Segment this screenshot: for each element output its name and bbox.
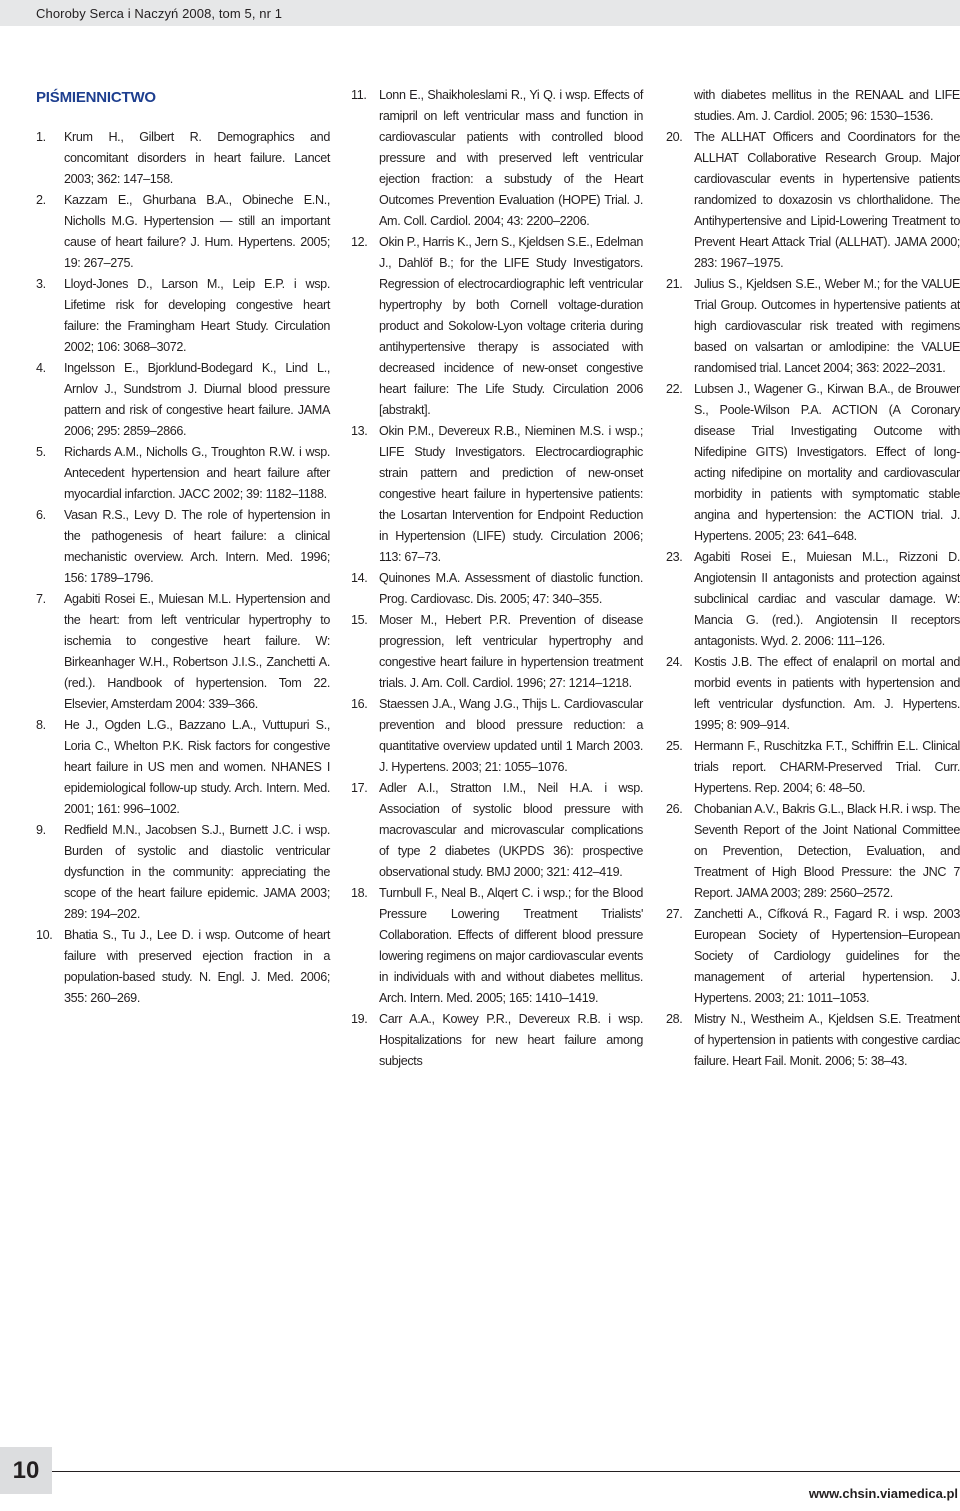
reference-item xyxy=(36,820,330,925)
journal-header: Choroby Serca i Naczyń 2008, tom 5, nr 1 xyxy=(36,6,283,21)
reference-number: 3. xyxy=(36,277,46,291)
section-title: PIŚMIENNICTWO xyxy=(36,89,156,106)
reference-item xyxy=(36,190,330,274)
reference-text: Okin P.M., Devereux R.B., Nieminen M.S. i wsp.; LIFE Study Investigators. Electrocardiographic strain pattern and prediction of new-onset congestive heart failure in hypertensive patients: the Losartan Intervention for Endpoint Reduction in Hypertension (LIFE) study. Circulation 2006; 113: 67–73. xyxy=(379,424,643,564)
reference-number: 19. xyxy=(351,1012,368,1026)
reference-text: Zanchetti A., Cífková R., Fagard R. i wsp. 2003 European Society of Hypertension–European Society of Cardiology guidelines for the management of arterial hypertension. J. Hypertens. 2003; 21: 1011–1053. xyxy=(694,907,960,1005)
reference-text: Okin P., Harris K., Jern S., Kjeldsen S.E., Edelman J., Dahlöf B.; for the LIFE Study Investigators. Regression of electrocardiographic left ventricular hypertrophy by both Cornell voltage-duration product and Sokolow-Lyon voltage criteria during antihypertensive therapy is associated with decreased incidence of new-onset congestive heart failure: The Life Study. Circulation 2006 [abstrakt]. xyxy=(379,235,643,417)
reference-number: 20. xyxy=(666,130,683,144)
reference-item xyxy=(351,85,643,232)
reference-item xyxy=(351,232,643,421)
reference-number: 6. xyxy=(36,508,46,522)
reference-number: 7. xyxy=(36,592,46,606)
reference-item xyxy=(351,610,643,694)
reference-number: 13. xyxy=(351,424,368,438)
references-column-3 xyxy=(666,85,960,1072)
reference-item xyxy=(666,547,960,652)
reference-number: 10. xyxy=(36,928,53,942)
reference-text: Agabiti Rosei E., Muiesan M.L. Hypertension and the heart: from left ventricular hypertrophy to ischemia to congestive heart failure. W: Birkeanhager W.H., Robertson J.I.S., Zanchetti A. (red.). Handbook of hypertension. Tom 22. Elsevier, Amsterdam 2004: 339–366. xyxy=(64,592,330,711)
reference-number: 16. xyxy=(351,697,368,711)
reference-number: 14. xyxy=(351,571,368,585)
reference-number: 5. xyxy=(36,445,46,459)
reference-number: 1. xyxy=(36,130,46,144)
reference-item xyxy=(36,505,330,589)
reference-number: 27. xyxy=(666,907,683,921)
footer-divider xyxy=(0,1471,960,1472)
reference-number: 2. xyxy=(36,193,46,207)
reference-text: Hermann F., Ruschitzka F.T., Schiffrin E.L. Clinical trials report. CHARM-Preserved Trial. Curr. Hypertens. Rep. 2004; 6: 48–50. xyxy=(694,739,960,795)
reference-number: 24. xyxy=(666,655,683,669)
reference-item xyxy=(666,1009,960,1072)
reference-item xyxy=(36,715,330,820)
reference-number: 28. xyxy=(666,1012,683,1026)
reference-text: Chobanian A.V., Bakris G.L., Black H.R. i wsp. The Seventh Report of the Joint National Committee on Prevention, Detection, Evaluation, and Treatment of High Blood Pressure: the JNC 7 Report. JAMA 2003; 289: 2560–2572. xyxy=(694,802,960,900)
reference-number: 18. xyxy=(351,886,368,900)
reference-text: Turnbull F., Neal B., Alqert C. i wsp.; for the Blood Pressure Lowering Treatment Trialists' Collaboration. Effects of different blood pressure lowering regimens on major cardiovascular events in individuals with and without diabetes mellitus. Arch. Intern. Med. 2005; 165: 1410–1419. xyxy=(379,886,643,1005)
reference-number: 17. xyxy=(351,781,368,795)
reference-item xyxy=(666,652,960,736)
reference-text: Lubsen J., Wagener G., Kirwan B.A., de Brouwer S., Poole-Wilson P.A. ACTION (A Coronary disease Trial Investigating Outcome with Nifedipine GITS) Investigators. Effect of long-acting nifedipine on mortality and cardiovascular morbidity in patients with symptomatic stable angina and hypertension: the ACTION trial. J. Hypertens. 2005; 23: 641–648. xyxy=(694,382,960,543)
reference-number: 22. xyxy=(666,382,683,396)
reference-item xyxy=(666,799,960,904)
reference-item xyxy=(36,925,330,1009)
reference-text: He J., Ogden L.G., Bazzano L.A., Vuttupuri S., Loria C., Whelton P.K. Risk factors for congestive heart failure in US men and women. NHANES I epidemiological follow-up study. Arch. Intern. Med. 2001; 161: 996–1002. xyxy=(64,718,330,816)
reference-item xyxy=(666,274,960,379)
reference-number: 25. xyxy=(666,739,683,753)
reference-item xyxy=(36,358,330,442)
reference-number: 4. xyxy=(36,361,46,375)
reference-item xyxy=(351,1009,643,1072)
reference-item xyxy=(351,883,643,1009)
reference-text: Richards A.M., Nicholls G., Troughton R.W. i wsp. Antecedent hypertension and heart failure after myocardial infarction. JACC 2002; 39: 1182–1188. xyxy=(64,445,330,501)
reference-number: 15. xyxy=(351,613,368,627)
reference-text: Krum H., Gilbert R. Demographics and concomitant disorders in heart failure. Lancet 2003; 362: 147–158. xyxy=(64,130,330,186)
reference-text: Moser M., Hebert P.R. Prevention of disease progression, left ventricular hypertrophy and congestive heart failure in hypertension treatment trials. J. Am. Coll. Cardiol. 1996; 27: 1214–1218. xyxy=(379,613,643,690)
reference-text: Adler A.I., Stratton I.M., Neil H.A. i wsp. Association of systolic blood pressure with macrovascular and microvascular complications of type 2 diabetes (UKPDS 36): prospective observational study. BMJ 2000; 321: 412–419. xyxy=(379,781,643,879)
reference-text: Redfield M.N., Jacobsen S.J., Burnett J.C. i wsp. Burden of systolic and diastolic ventricular dysfunction in the community: appreciating the scope of the heart failure epidemic. JAMA 2003; 289: 194–202. xyxy=(64,823,330,921)
reference-text: Mistry N., Westheim A., Kjeldsen S.E. Treatment of hypertension in patients with congestive cardiac failure. Heart Fail. Monit. 2006; 5: 38–43. xyxy=(694,1012,960,1068)
footer-url: www.chsin.viamedica.pl xyxy=(808,1486,958,1501)
reference-item xyxy=(36,127,330,190)
reference-text: Carr A.A., Kowey P.R., Devereux R.B. i wsp. Hospitalizations for new heart failure among subjects xyxy=(379,1012,643,1068)
reference-text: Julius S., Kjeldsen S.E., Weber M.; for the VALUE Trial Group. Outcomes in hypertensive patients at high cardiovascular risk treated with regimens based on valsartan or amlodipine: the VALUE randomised trial. Lancet 2004; 363: 2022–2031. xyxy=(694,277,960,375)
reference-item xyxy=(351,421,643,568)
reference-number: 21. xyxy=(666,277,683,291)
reference-item xyxy=(36,442,330,505)
reference-continuation: with diabetes mellitus in the RENAAL and LIFE studies. Am. J. Cardiol. 2005; 96: 1530–1536. xyxy=(694,88,960,123)
reference-text: Lonn E., Shaikholeslami R., Yi Q. i wsp. Effects of ramipril on left ventricular mass and function in cardiovascular patients with controlled blood pressure and with preserved left ventricular ejection fraction: a substudy of the Heart Outcomes Prevention Evaluation (HOPE) Trial. J. Am. Coll. Cardiol. 2004; 43: 2200–2206. xyxy=(379,88,643,228)
reference-item xyxy=(36,274,330,358)
references-column-1 xyxy=(36,127,330,1009)
reference-text: Kazzam E., Ghurbana B.A., Obineche E.N., Nicholls M.G. Hypertension — still an important cause of heart failure? J. Hum. Hypertens. 2005; 19: 267–275. xyxy=(64,193,330,270)
reference-text: Kostis J.B. The effect of enalapril on mortal and morbid events in patients with hypertension and left ventricular dysfunction. Am. J. Hypertens. 1995; 8: 909–914. xyxy=(694,655,960,732)
reference-item xyxy=(351,778,643,883)
reference-text: The ALLHAT Officers and Coordinators for the ALLHAT Collaborative Research Group. Major cardiovascular events in hypertensive patients randomized to doxazosin vs chlorthalidone. The Antihypertensive and Lipid-Lowering Treatment to Prevent Heart Attack Trial (ALLHAT). JAMA 2000; 283: 1967–1975. xyxy=(694,130,960,270)
references-column-2 xyxy=(351,85,643,1072)
reference-item xyxy=(666,127,960,274)
reference-number: 8. xyxy=(36,718,46,732)
reference-text: Vasan R.S., Levy D. The role of hypertension in the pathogenesis of heart failure: a clinical mechanistic overview. Arch. Intern. Med. 1996; 156: 1789–1796. xyxy=(64,508,330,585)
reference-text: Lloyd-Jones D., Larson M., Leip E.P. i wsp. Lifetime risk for developing congestive heart failure: the Framingham Heart Study. Circulation 2002; 106: 3068–3072. xyxy=(64,277,330,354)
reference-item xyxy=(351,568,643,610)
reference-item xyxy=(666,904,960,1009)
reference-text: Agabiti Rosei E., Muiesan M.L., Rizzoni D. Angiotensin II antagonists and protection against subclinical cardiac and vascular damage. W: Mancia G. (red.). Angiotensin II receptors antagonists. Wyd. 2. 2006: 111–126. xyxy=(694,550,960,648)
reference-number: 9. xyxy=(36,823,46,837)
reference-text: Staessen J.A., Wang J.G., Thijs L. Cardiovascular prevention and blood pressure reduction: a quantitative overview updated until 1 March 2003. J. Hypertens. 2003; 21: 1055–1076. xyxy=(379,697,643,774)
page-number: 10 xyxy=(0,1447,52,1494)
reference-item xyxy=(351,694,643,778)
reference-item xyxy=(666,736,960,799)
reference-number: 26. xyxy=(666,802,683,816)
reference-number: 12. xyxy=(351,235,368,249)
reference-number: 23. xyxy=(666,550,683,564)
reference-text: Bhatia S., Tu J., Lee D. i wsp. Outcome of heart failure with preserved ejection fraction in a population-based study. N. Engl. J. Med. 2006; 355: 260–269. xyxy=(64,928,330,1005)
reference-item xyxy=(666,379,960,547)
reference-number: 11. xyxy=(351,88,367,102)
reference-text: Ingelsson E., Bjorklund-Bodegard K., Lind L., Arnlov J., Sundstrom J. Diurnal blood pressure pattern and risk of congestive heart failure. JAMA 2006; 295: 2859–2866. xyxy=(64,361,330,438)
reference-text: Quinones M.A. Assessment of diastolic function. Prog. Cardiovasc. Dis. 2005; 47: 340–355. xyxy=(379,571,643,606)
reference-item xyxy=(36,589,330,715)
